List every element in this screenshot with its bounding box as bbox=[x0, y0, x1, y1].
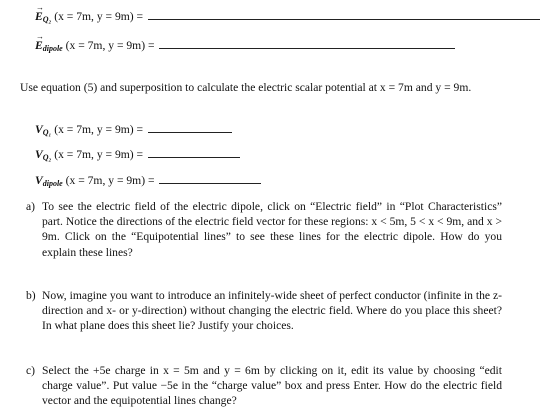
answer-blank[interactable] bbox=[159, 183, 261, 184]
potential-eq-dipole: $V_{dipole}$ (x = 7m, y = 9m) = bbox=[35, 173, 261, 191]
potential-eq-q1: $V_{Q_1}$ (x = 7m, y = 9m) = bbox=[35, 122, 232, 140]
field-eq-q2: E → $_{Q_2}$ (x = 7m, y = 9m) = bbox=[35, 9, 540, 27]
question-a bbox=[26, 199, 502, 260]
question-text: To see the electric field of the electric dipole, click on “Electric field” in “Plot Characteristics” part. Notice the directions of the electric field vector for these regions: x < 5m, 5 < x < 9m, and x > 9m. Click on the “Equipotential lines” to see these lines for the electric dipole. How do you explain these lines? bbox=[42, 200, 502, 259]
field-eq-dipole: E → $_{dipole}$ (x = 7m, y = 9m) = bbox=[35, 38, 455, 56]
answer-blank[interactable] bbox=[148, 132, 232, 133]
potential-eq-q2: $V_{Q_2}$ (x = 7m, y = 9m) = bbox=[35, 147, 240, 165]
instruction-text: Use equation (5) and superposition to calculate the electric scalar potential at x = 7m and y = 9m. bbox=[20, 81, 472, 94]
question-label: b) bbox=[26, 289, 36, 302]
question-text: Now, imagine you want to introduce an infinitely-wide sheet of perfect conductor (infinite in the z-direction and x- or y-direction) without changing the electric field. Where do you place this sheet? In what plane does this sheet lie? Justify your choices. bbox=[42, 289, 502, 333]
answer-blank[interactable] bbox=[159, 48, 455, 49]
question-text: Select the +5e charge in x = 5m and y = 6m by clicking on it, edit its value by choosing “edit charge value”. Put value −5e in the “charge value” box and press Enter. How do the electric field vector and the equipotential lines change? bbox=[42, 364, 502, 408]
question-b bbox=[26, 288, 502, 334]
question-c bbox=[26, 363, 502, 409]
vector-arrow-icon: → bbox=[36, 32, 44, 41]
question-label: c) bbox=[26, 364, 36, 377]
vector-arrow-icon: → bbox=[36, 3, 44, 12]
answer-blank[interactable] bbox=[148, 19, 540, 20]
answer-blank[interactable] bbox=[148, 157, 240, 158]
question-label: a) bbox=[26, 200, 36, 213]
